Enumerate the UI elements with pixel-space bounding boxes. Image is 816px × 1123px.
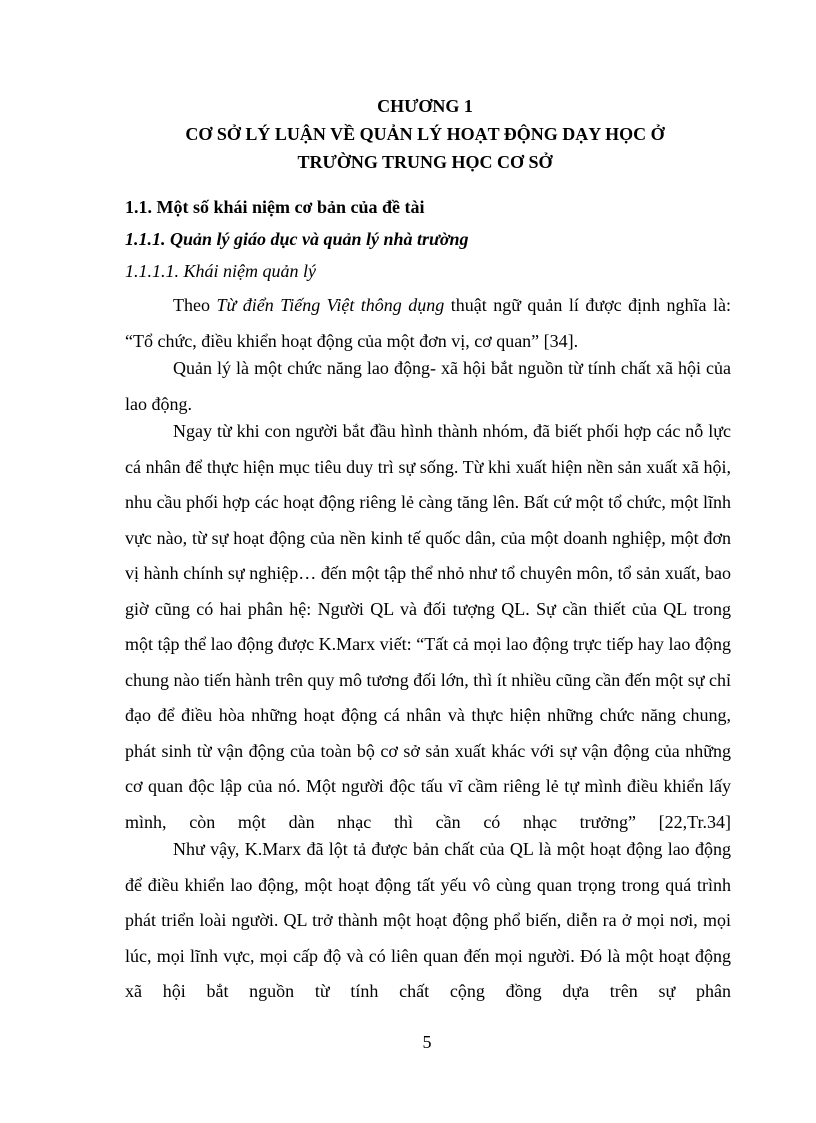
- section-heading-1-1-1: 1.1.1. Quản lý giáo dục và quản lý nhà trường: [125, 229, 469, 249]
- chapter-heading: [100, 92, 750, 176]
- chapter-title-line-2: TRƯỜNG TRUNG HỌC CƠ SỞ: [297, 152, 553, 172]
- section-heading-1-1-1-1: 1.1.1.1. Khái niệm quản lý: [125, 261, 316, 281]
- paragraph-definition-rest: thuật ngữ quản lí được định nghĩa là: “Tổ chức, điều khiển hoạt động của một đơn vị, cơ quan” [34].: [125, 295, 732, 351]
- chapter-title-line-1: CƠ SỞ LÝ LUẬN VỀ QUẢN LÝ HOẠT ĐỘNG DẠY HỌC Ở: [185, 124, 665, 144]
- paragraph-management-function: Quản lý là một chức năng lao động- xã hội bắt nguồn từ tính chất xã hội của lao động.: [125, 358, 731, 414]
- paragraph-definition-prefix: Theo: [173, 295, 217, 315]
- paragraph-marx-quote: Ngay từ khi con người bắt đầu hình thành nhóm, đã biết phối hợp các nỗ lực cá nhân để thực hiện mục tiêu duy trì sự sống. Từ khi xuất hiện nền sản xuất xã hội, nhu cầu phối hợp các hoạt động riêng lẻ càng tăng lên. Bất cứ một tổ chức, một lĩnh vực nào, từ sự hoạt động của nền kinh tế quốc dân, của một doanh nghiệp, một đơn vị hành chính sự nghiệp… đến một tập thể nhỏ như tổ chuyên môn, tổ sản xuất, bao giờ cũng có hai phân hệ: Người QL và đối tượng QL. Sự cần thiết của QL trong một tập thể lao động được K.Marx viết: “Tất cả mọi lao động trực tiếp hay lao động chung nào tiến hành trên quy mô tương đối lớn, thì ít nhiều cũng cần đến một sự chỉ đạo để điều hòa những hoạt động cá nhân và thực hiện những chức năng chung, phát sinh từ vận động của toàn bộ cơ sở sản xuất khác với sự vận động của những cơ quan độc lập của nó. Một người độc tấu vĩ cầm riêng lẻ tự mình điều khiển lấy mình, còn một dàn nhạc thì cần có nhạc trưởng” [22,Tr.34]: [125, 421, 731, 832]
- dictionary-title: Từ điển Tiếng Việt thông dụng: [216, 295, 445, 315]
- paragraph-conclusion: Như vậy, K.Marx đã lột tả được bản chất của QL là một hoạt động lao động để điều khiển lao động, một hoạt động tất yếu vô cùng quan trọng trong quá trình phát triển loài người. QL trở thành một hoạt động phổ biến, diễn ra ở mọi nơi, mọi lúc, mọi lĩnh vực, mọi cấp độ và có liên quan đến mọi người. Đó là một hoạt động xã hội bắt nguồn từ tính chất cộng đồng dựa trên sự phân: [125, 839, 731, 1001]
- chapter-number: CHƯƠNG 1: [377, 96, 473, 116]
- page-number: 5: [422, 1032, 432, 1052]
- section-heading-1-1: 1.1. Một số khái niệm cơ bản của đề tài: [125, 197, 425, 217]
- paragraph-definition: [125, 288, 731, 359]
